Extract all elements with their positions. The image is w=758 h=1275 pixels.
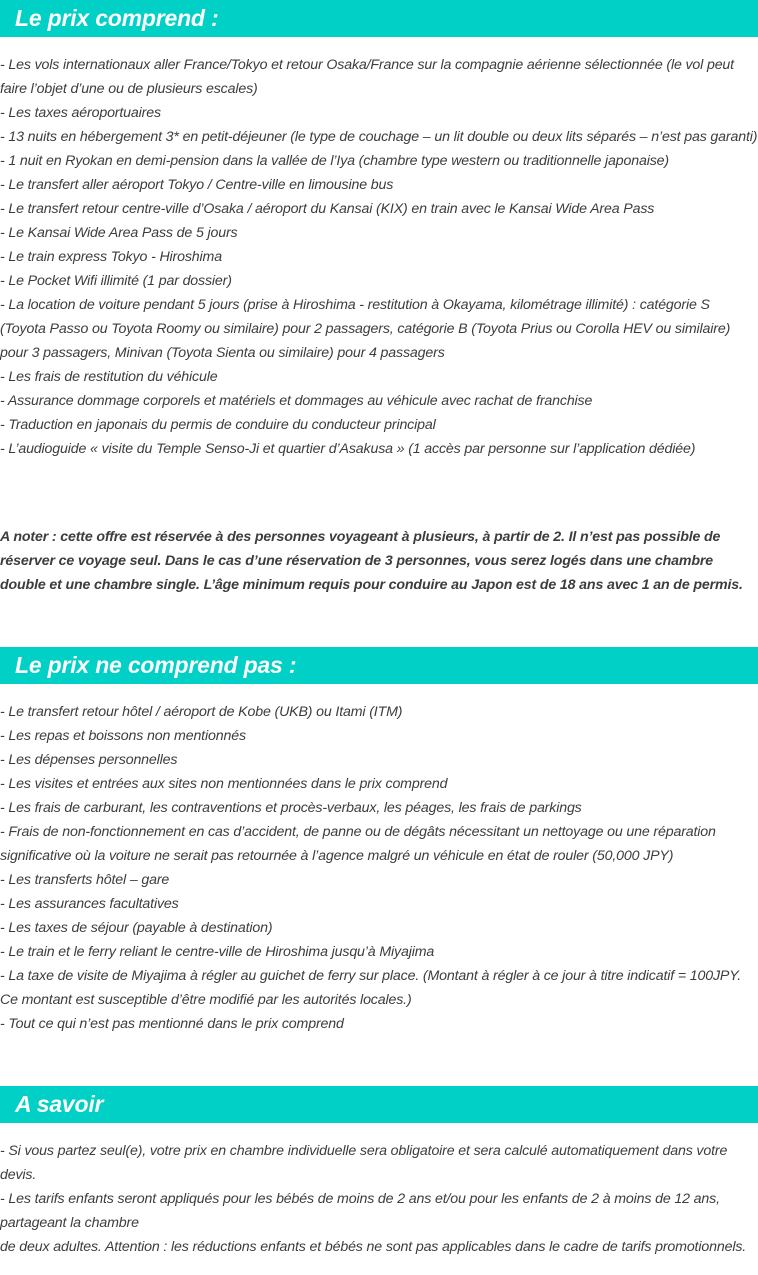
- list-item: - Les frais de carburant, les contraventions et procès-verbaux, les péages, les frais de parkings: [0, 800, 582, 816]
- list-item: - Le train et le ferry reliant le centre-ville de Hiroshima jusqu’à Miyajima: [0, 944, 435, 960]
- excluded-list: [0, 700, 758, 1036]
- list-item: - Les taxes aéroportuaires: [0, 105, 161, 121]
- section-header-excluded: [0, 647, 758, 684]
- list-item: - 1 nuit en Ryokan en demi-pension dans la vallée de l’Iya (chambre type western ou traditionnelle japonaise): [0, 153, 669, 169]
- to-know-list: [0, 1139, 758, 1259]
- list-item: - Les visites et entrées aux sites non mentionnées dans le prix comprend: [0, 776, 448, 792]
- list-item: - La taxe de visite de Miyajima à régler au guichet de ferry sur place. (Montant à régler à ce jour à titre indicatif = 100JPY. Ce montant est susceptible d’être modifié par les autorités locales.): [0, 968, 742, 1008]
- list-item: - Les assurances facultatives: [0, 896, 179, 912]
- list-item: - Les frais de restitution du véhicule: [0, 369, 218, 385]
- list-item: - Le transfert aller aéroport Tokyo / Centre-ville en limousine bus: [0, 177, 394, 193]
- section-header-included: [0, 0, 758, 37]
- list-item: de deux adultes. Attention : les réductions enfants et bébés ne sont pas applicables dans le cadre de tarifs promotionnels.: [0, 1239, 747, 1255]
- list-item: - L’audioguide « visite du Temple Senso-Ji et quartier d’Asakusa » (1 accès par personne sur l’application dédiée): [0, 441, 696, 457]
- list-item: - Frais de non-fonctionnement en cas d’accident, de panne ou de dégâts nécessitant un nettoyage ou une réparation significative où la voiture ne serait pas retournée à l’agence malgré un véhicule en état de rouler (50,000 JPY): [0, 824, 716, 864]
- section-header-to-know: [0, 1086, 758, 1123]
- list-item: - Les tarifs enfants seront appliqués pour les bébés de moins de 2 ans et/ou pour les enfants de 2 à moins de 12 ans, partageant la chambre: [0, 1191, 720, 1231]
- list-item: - Le Kansai Wide Area Pass de 5 jours: [0, 225, 238, 241]
- list-item: - Les transferts hôtel – gare: [0, 872, 170, 888]
- section-title-excluded: Le prix ne comprend pas :: [15, 652, 297, 678]
- list-item: - La location de voiture pendant 5 jours (prise à Hiroshima - restitution à Okayama, kilométrage illimité) : catégorie S (Toyota Passo ou Toyota Roomy ou similaire) pour 2 passagers, catégorie B (Toyota Prius ou Corolla HEV ou similaire) pour 3 passagers, Minivan (Toyota Sienta ou similaire) pour 4 passagers: [0, 297, 731, 361]
- list-item: - Les dépenses personnelles: [0, 752, 178, 768]
- list-item: - Le transfert retour centre-ville d’Osaka / aéroport du Kansai (KIX) en train avec le Kansai Wide Area Pass: [0, 201, 655, 217]
- included-list: [0, 53, 758, 461]
- list-item: - Le transfert retour hôtel / aéroport de Kobe (UKB) ou Itami (ITM): [0, 704, 403, 720]
- list-item: - 13 nuits en hébergement 3* en petit-déjeuner (le type de couchage – un lit double ou deux lits séparés – n’est pas garanti): [0, 129, 758, 145]
- section-title-included: Le prix comprend :: [15, 5, 219, 31]
- list-item: - Assurance dommage corporels et matériels et dommages au véhicule avec rachat de franchise: [0, 393, 593, 409]
- list-item: - Le Pocket Wifi illimité (1 par dossier): [0, 273, 232, 289]
- list-item: - Si vous partez seul(e), votre prix en chambre individuelle sera obligatoire et sera calculé automatiquement dans votre devis.: [0, 1143, 728, 1183]
- list-item: - Tout ce qui n’est pas mentionné dans le prix comprend: [0, 1016, 344, 1032]
- list-item: - Les vols internationaux aller France/Tokyo et retour Osaka/France sur la compagnie aérienne sélectionnée (le vol peut faire l’objet d’une ou de plusieurs escales): [0, 57, 734, 97]
- list-item: - Les repas et boissons non mentionnés: [0, 728, 246, 744]
- list-item: - Le train express Tokyo - Hiroshima: [0, 249, 222, 265]
- list-item: - Les taxes de séjour (payable à destination): [0, 920, 273, 936]
- list-item: - Traduction en japonais du permis de conduire du conducteur principal: [0, 417, 436, 433]
- important-note: A noter : cette offre est réservée à des personnes voyageant à plusieurs, à partir de 2. Il n’est pas possible de réserver ce voyage seul. Dans le cas d’une réservation de 3 personnes, vous serez logés dans une chambre double et une chambre single. L’âge minimum requis pour conduire au Japon est de 18 ans avec 1 an de permis.: [0, 529, 743, 593]
- section-title-to-know: A savoir: [15, 1091, 104, 1117]
